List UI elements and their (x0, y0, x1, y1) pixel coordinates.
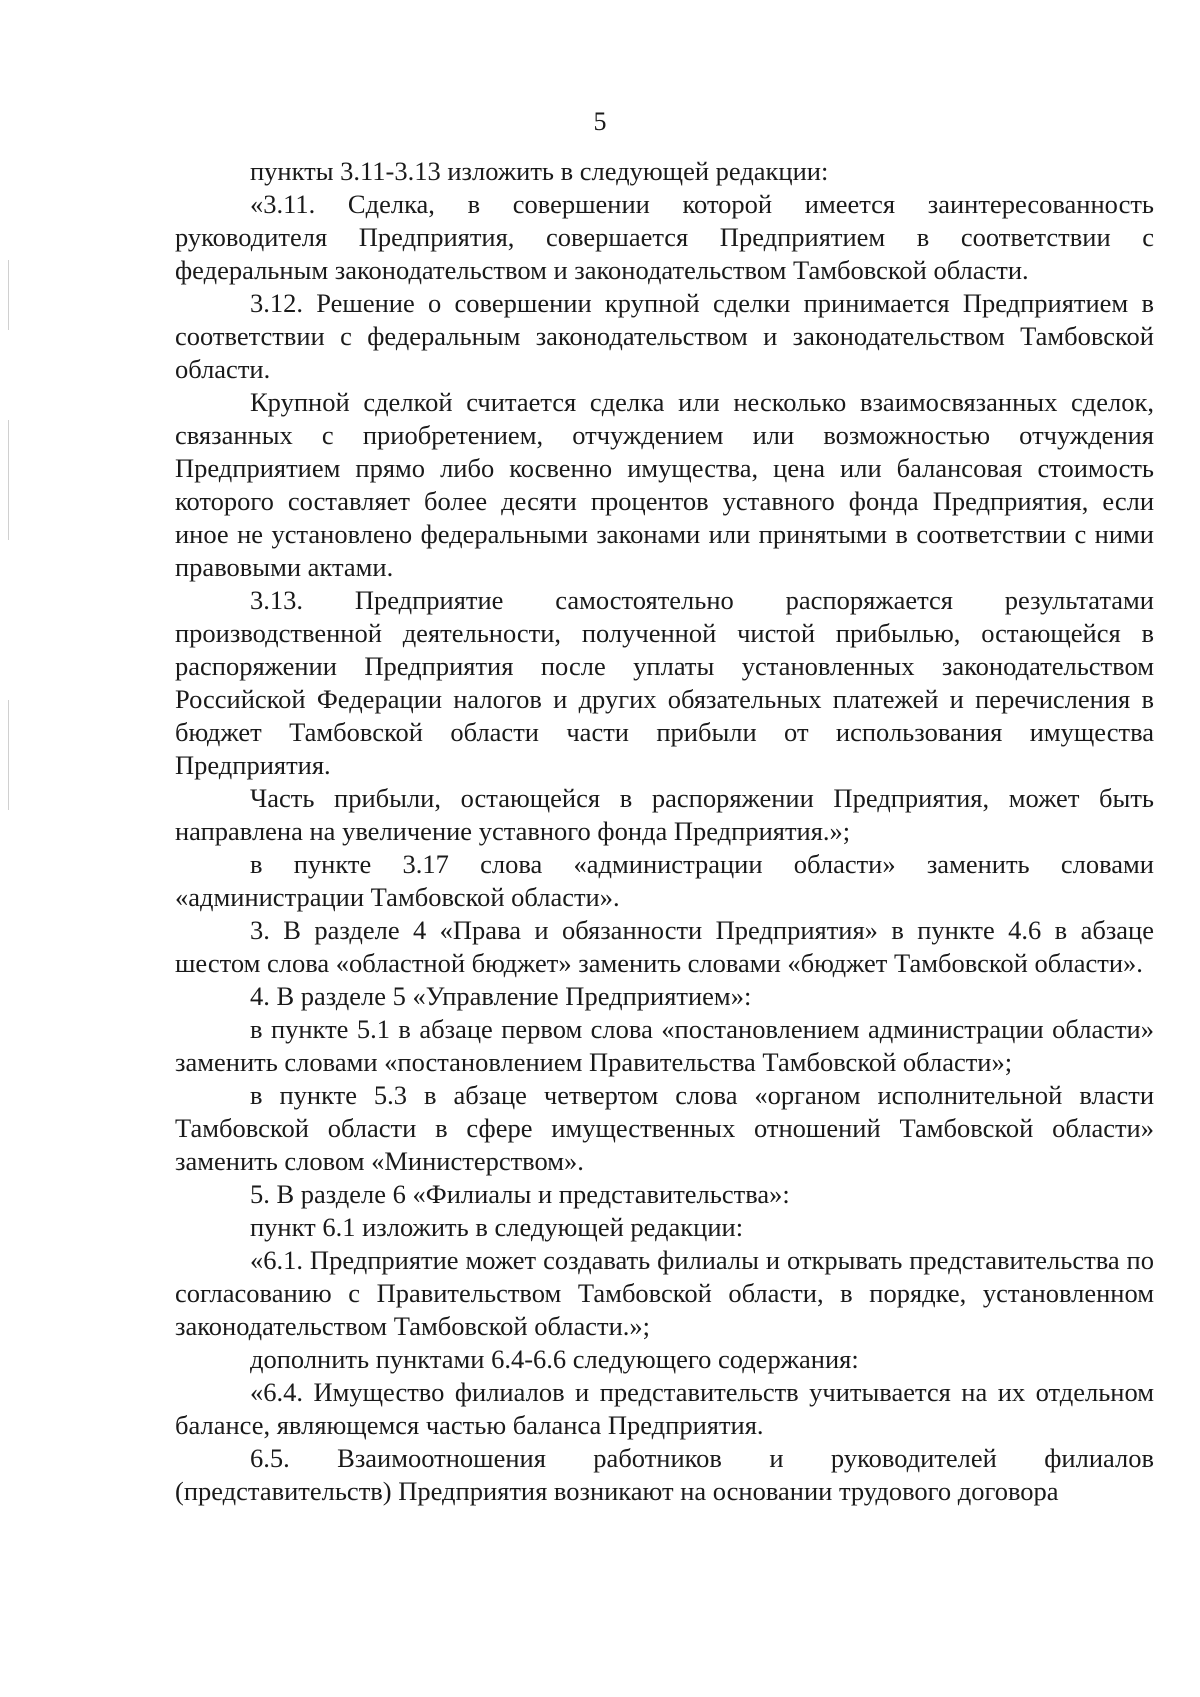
paragraph: «3.11. Сделка, в совершении которой имеется заинтересованность руководителя Предприятия, совершается Предприятием в соответствии с федеральным законодательством и законодательством Тамбовской области. (175, 189, 1154, 285)
paragraph: Крупной сделкой считается сделка или несколько взаимосвязанных сделок, связанных с приобретением, отчуждением или возможностью отчуждения Предприятием прямо либо косвенно имущества, цена или балансовая стоимость которого составляет более десяти процентов уставного фонда Предприятия, если иное не установлено федеральными законами или принятыми в соответствии с ними правовыми актами. (175, 387, 1154, 582)
paragraph: 3.13. Предприятие самостоятельно распоряжается результатами производственной деятельности, полученной чистой прибылью, остающейся в распоряжении Предприятия после уплаты установленных законодательством Российской Федерации налогов и других обязательных платежей и перечисления в бюджет Тамбовской области части прибыли от использования имущества Предприятия. (175, 585, 1154, 780)
document-body (175, 155, 1154, 1508)
paragraph: пункты 3.11-3.13 изложить в следующей редакции: (250, 156, 829, 186)
scan-edge-mark (8, 700, 9, 810)
paragraph: «6.4. Имущество филиалов и представительств учитывается на их отдельном балансе, являющемся частью баланса Предприятия. (175, 1377, 1154, 1440)
paragraph: пункт 6.1 изложить в следующей редакции: (250, 1212, 744, 1242)
paragraph: в пункте 3.17 слова «администрации области» заменить словами «администрации Тамбовской области». (175, 849, 1154, 912)
paragraph: 5. В разделе 6 «Филиалы и представительства»: (250, 1179, 790, 1209)
paragraph: 4. В разделе 5 «Управление Предприятием»: (250, 981, 752, 1011)
paragraph: 6.5. Взаимоотношения работников и руководителей филиалов (представительств) Предприятия возникают на основании трудового договора (175, 1443, 1154, 1506)
paragraph: Часть прибыли, остающейся в распоряжении Предприятия, может быть направлена на увеличение уставного фонда Предприятия.»; (175, 783, 1154, 846)
paragraph: 3.12. Решение о совершении крупной сделки принимается Предприятием в соответствии с федеральным законодательством и законодательством Тамбовской области. (175, 288, 1154, 384)
paragraph: 3. В разделе 4 «Права и обязанности Предприятия» в пункте 4.6 в абзаце шестом слова «областной бюджет» заменить словами «бюджет Тамбовской области». (175, 915, 1154, 978)
paragraph: дополнить пунктами 6.4-6.6 следующего содержания: (250, 1344, 859, 1374)
paragraph: в пункте 5.1 в абзаце первом слова «постановлением администрации области» заменить словами «постановлением Правительства Тамбовской области»; (175, 1014, 1154, 1077)
paragraph: «6.1. Предприятие может создавать филиалы и открывать представительства по согласованию с Правительством Тамбовской области, в порядке, установленном законодательством Тамбовской области.»; (175, 1245, 1154, 1341)
scan-edge-mark (8, 420, 9, 540)
scan-edge-mark (8, 260, 9, 330)
page-number: 5 (593, 107, 607, 136)
paragraph: в пункте 5.3 в абзаце четвертом слова «органом исполнительной власти Тамбовской области в сфере имущественных отношений Тамбовской области» заменить словом «Министерством». (175, 1080, 1154, 1176)
